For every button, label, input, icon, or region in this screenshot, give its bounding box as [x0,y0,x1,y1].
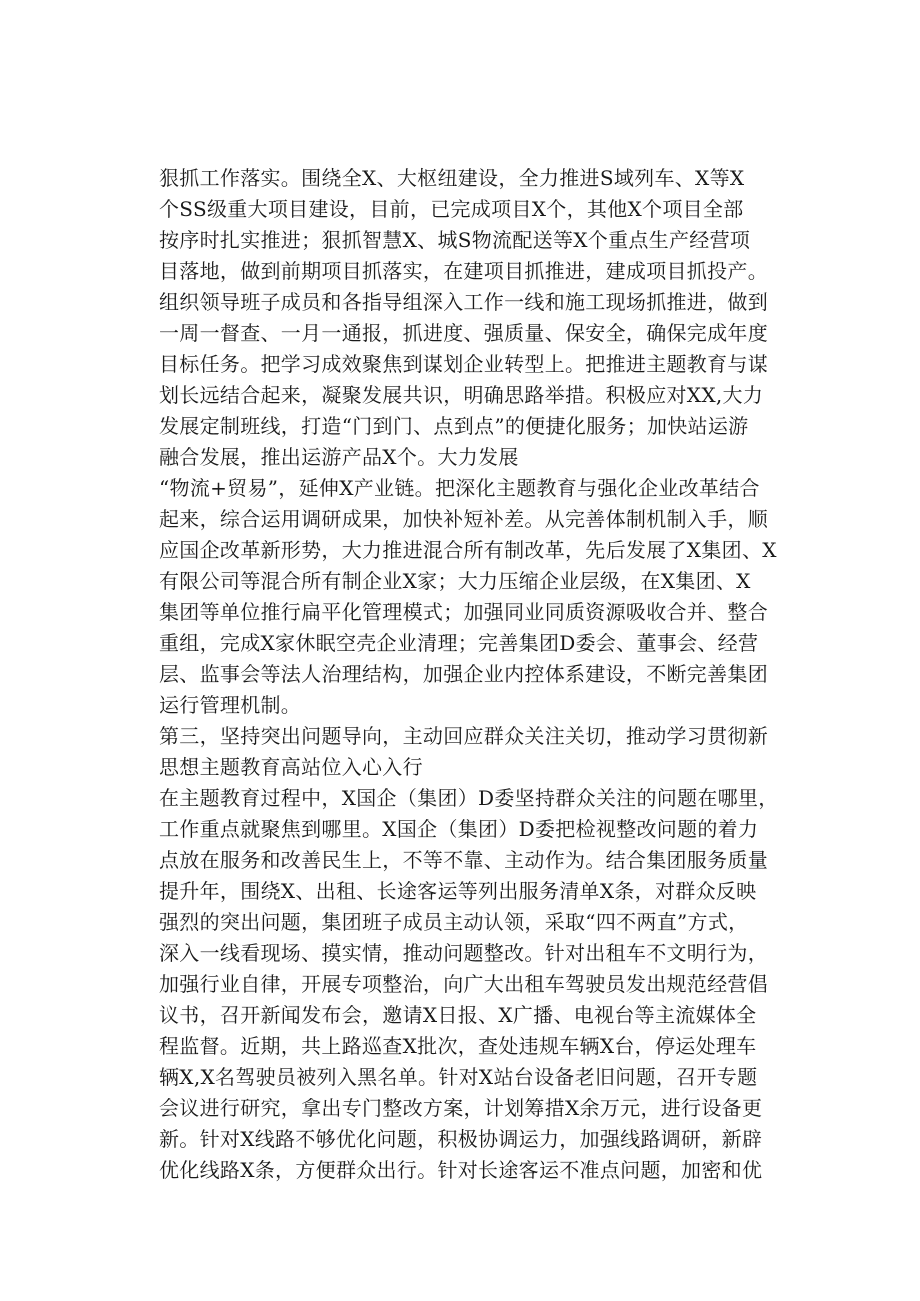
text-line: 点放在服务和改善民生上，不等不靠、主动作为。结合集团服务质量 [159,848,768,872]
text-line: 组织领导班子成员和各指导组深入工作一线和施工现场抓推进，做到 [159,290,768,314]
text-line: 集团等单位推行扁平化管理模式；加强同业同质资源吸收合并、整合 [159,600,768,624]
text-line: 运行管理机制。 [159,693,302,717]
document-body [159,163,779,1186]
text-line: 工作重点就聚焦到哪里。X国企（集团）D委把检视整改问题的着力 [159,817,759,841]
text-line: 议书，召开新闻发布会，邀请X日报、X广播、电视台等主流媒体全 [159,1003,757,1027]
text-line: 加强行业自律，开展专项整治，向广大出租车驾驶员发出规范经营倡 [159,972,768,996]
text-line: “物流+贸易”，延伸X产业链。把深化主题教育与强化企业改革结合 [159,476,760,500]
text-line: 一周一督查、一月一通报，抓进度、强质量、保安全，确保完成年度 [159,321,768,345]
text-line: 在主题教育过程中，X国企（集团）D委坚持群众关注的问题在哪里， [159,786,779,810]
text-line: 辆X,X名驾驶员被列入黑名单。针对X站台设备老旧问题，召开专题 [159,1065,758,1089]
text-line: 发展定制班线，打造“门到门、点到点”的便捷化服务；加快站运游 [159,414,749,438]
text-line: 重组，完成X家休眠空壳企业清理；完善集团D委会、董事会、经营 [159,631,759,655]
text-line: 深入一线看现场、摸实情，推动问题整改。针对出租车不文明行为， [159,941,768,965]
section-heading-line: 第三，坚持突出问题导向，主动回应群众关注关切，推动学习贯彻新 [159,724,768,748]
text-line: 划长远结合起来，凝聚发展共识，明确思路举措。积极应对XX,大力 [159,383,764,407]
text-line: 目标任务。把学习成效聚焦到谋划企业转型上。把推进主题教育与谋 [159,352,768,376]
text-line: 起来，综合运用调研成果，加快补短补差。从完善体制机制入手，顺 [159,507,768,531]
text-line: 程监督。近期，共上路巡查X批次，查处违规车辆X台，停运处理车 [159,1034,757,1058]
text-line: 层、监事会等法人治理结构，加强企业内控体系建设，不断完善集团 [159,662,768,686]
text-line: 个SS级重大项目建设，目前，已完成项目X个，其他X个项目全部 [159,197,744,221]
text-line: 会议进行研究，拿出专门整改方案，计划筹措X余万元，进行设备更 [159,1096,763,1120]
text-line: 狠抓工作落实。围绕全X、大枢纽建设，全力推进S域列车、X等X [159,166,745,190]
text-line: 按序时扎实推进；狠抓智慧X、城S物流配送等X个重点生产经营项 [159,228,751,252]
section-heading-line: 思想主题教育高站位入心入行 [159,755,423,779]
text-line: 有限公司等混合所有制企业X家；大力压缩企业层级，在X集团、X [159,569,751,593]
text-line: 应国企改革新形势，大力推进混合所有制改革，先后发展了X集团、X [159,538,777,562]
text-line: 优化线路X条，方便群众出行。针对长途客运不准点问题，加密和优 [159,1158,763,1182]
text-line: 融合发展，推出运游产品X个。大力发展 [159,445,519,469]
text-line: 目落地，做到前期项目抓落实，在建项目抓推进，建成项目抓投产。 [159,259,768,283]
text-line: 提升年，围绕X、出租、长途客运等列出服务清单X条，对群众反映 [159,879,757,903]
text-line: 新。针对X线路不够优化问题，积极协调运力，加强线路调研，新辟 [159,1127,763,1151]
text-line: 强烈的突出问题，集团班子成员主动认领，采取“四不两直”方式， [159,910,749,934]
